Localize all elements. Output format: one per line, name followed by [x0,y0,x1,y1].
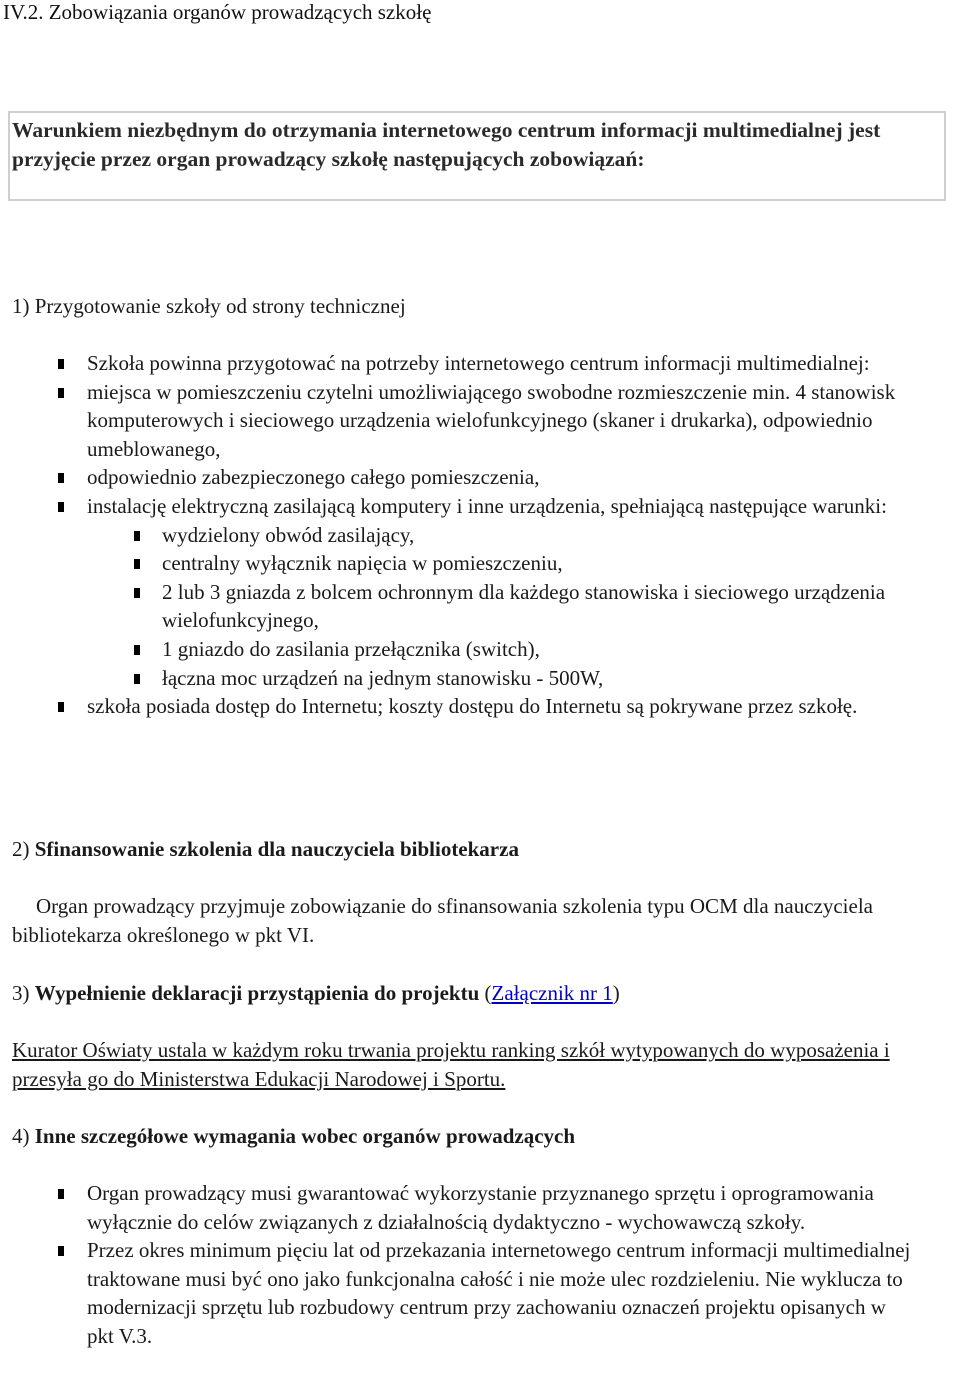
list-item: Szkoła powinna przygotować na potrzeby internetowego centrum informacji multimedialnej: [12,349,917,378]
section-4-list [12,1179,912,1351]
bullet-icon [134,559,140,569]
list-item: szkoła posiada dostęp do Internetu; koszty dostępu do Internetu są pokrywane przez szkołę. [12,692,917,721]
attachment-1-link[interactable]: Załącznik nr 1 [491,981,613,1005]
bullet-icon [58,502,64,512]
section-2-title: Sfinansowanie szkolenia dla nauczyciela bibliotekarza [34,837,519,861]
bullet-icon [134,645,140,655]
section-1-heading [12,292,406,321]
list-item: Przez okres minimum pięciu lat od przekazania internetowego centrum informacji multimedialnej traktowane musi być ono jako funkcjonalna całość i nie może ulec rozdzieleniu. Nie wyklucza to modernizacji sprzętu lub rozbudowy centrum przy zachowaniu oznaczeń projektu opisanych w pkt V.3. [12,1236,912,1350]
page-title: IV.2. Zobowiązania organów prowadzących szkołę [3,0,432,24]
sub-list-item: 2 lub 3 gniazda z bolcem ochronnym dla każdego stanowiska i sieciowego urządzenia wielofunkcyjnego, [87,578,917,635]
bullet-icon [58,388,64,398]
bullet-icon [58,1189,64,1199]
bullet-icon [58,702,64,712]
section-1-list [12,349,917,721]
list-item: miejsca w pomieszczeniu czytelni umożliwiającego swobodne rozmieszczenie min. 4 stanowisk komputerowych i sieciowego urządzenia wielofunkcyjnego (skaner i drukarka), odpowiednio umeblowanego, [12,378,917,464]
list-item: instalację elektryczną zasilającą komputery i inne urządzenia, spełniającą następujące warunki: wydzielony obwód zasilający, centralny wyłącznik napięcia w pomieszczeniu, 2 lub 3 gniazda z bolcem ochronnym dla każdego stanowiska i sieciowego urządzenia wielofunkcyjnego, 1 gniazdo do zasilania przełącznika (switch), łączna moc urządzeń na jednym stanowisku - 500W, [12,492,917,692]
list-item: Organ prowadzący musi gwarantować wykorzystanie przyznanego sprzętu i oprogramowania wyłącznie do celów związanych z działalnością dydaktyczno - wychowawczą szkoły. [12,1179,912,1236]
section-1-number: 1) [12,294,35,318]
bullet-icon [58,1246,64,1256]
sub-list-item: wydzielony obwód zasilający, [87,521,917,550]
bullet-icon [134,531,140,541]
sub-list-item: 1 gniazdo do zasilania przełącznika (switch), [87,635,917,664]
bullet-icon [58,473,64,483]
section-3-note: Kurator Oświaty ustala w każdym roku trwania projektu ranking szkół wytypowanych do wyposażenia i przesyła go do Ministerstwa Edukacji Narodowej i Sportu. [12,1038,890,1091]
section-2-number: 2) [12,837,35,861]
bullet-icon [134,588,140,598]
sub-list-item: centralny wyłącznik napięcia w pomieszczeniu, [87,549,917,578]
section-2-text: Organ prowadzący przyjmuje zobowiązanie do sfinansowania szkolenia typu OCM dla nauczyciela bibliotekarza określonego w pkt VI. [12,894,873,947]
intro-text: Warunkiem niezbędnym do otrzymania internetowego centrum informacji multimedialnej jest przyjęcie przez organ prowadzący szkołę następujących zobowiązań: [12,118,881,171]
section-4-heading [12,1122,575,1151]
section-3-title: Wypełnienie deklaracji przystąpienia do projektu [34,981,480,1005]
bullet-icon [134,674,140,684]
section-1-title: Przygotowanie szkoły od strony technicznej [34,294,406,318]
section-3-number: 3) [12,981,35,1005]
sub-list-item: łączna moc urządzeń na jednym stanowisku - 500W, [87,664,917,693]
section-4-title: Inne szczegółowe wymagania wobec organów prowadzących [34,1124,576,1148]
section-2-heading [12,835,519,864]
list-item: odpowiednio zabezpieczonego całego pomieszczenia, [12,463,917,492]
section-4-number: 4) [12,1124,35,1148]
section-3-heading: 3) Wypełnienie deklaracji przystąpienia do projektu (Załącznik nr 1) [12,981,620,1005]
bullet-icon [58,359,64,369]
